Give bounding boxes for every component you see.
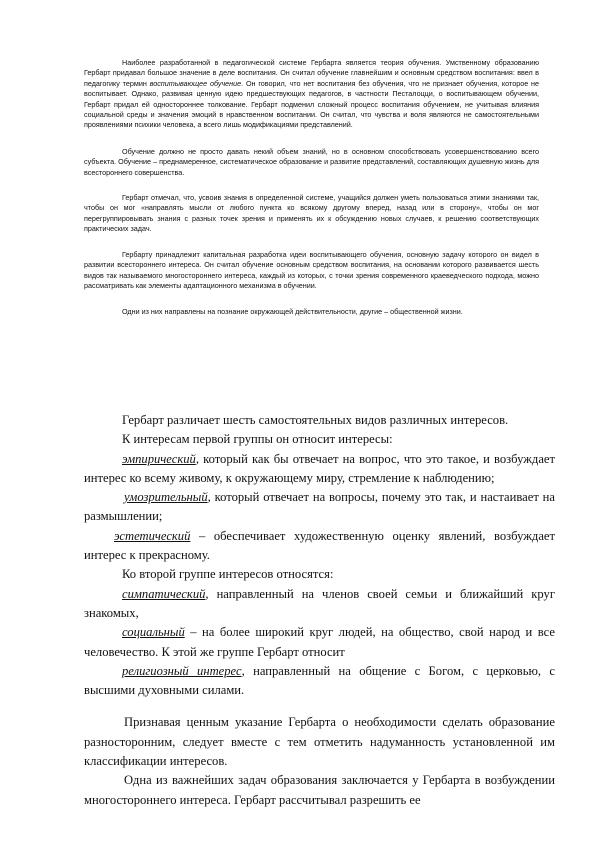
text-run: Гербарту принадлежит капитальная разработка идеи воспитывающего обучения, основную задачу которого он видел в развитии всестороннего интереса. Он считал обучение основным средством воспитания, на основании которого развивается шесть видов так называемого многостороннего интереса, каждый из которых, с точки зрения современного краеведческого подхода, можно рассматривать как элементы адаптационного механизма в обучении. [84, 249, 539, 290]
interest-term: симпатический [122, 586, 206, 601]
text-run: Одни из них направлены на познание окружающей действительности, другие – общественной жизни. [122, 307, 463, 317]
paragraph-p3 [84, 193, 539, 235]
small-text-block [84, 58, 539, 318]
interest-term: социальный [122, 625, 185, 640]
interest-term: умозрительный [124, 490, 208, 505]
text-run: , который как бы отвечает на вопрос, что это такое, и возбуждает интерес ко всему живому, к окружающему миру, стремление к наблюдению; [84, 451, 555, 485]
paragraph-gap [84, 700, 555, 713]
interest-term: эмпирический [122, 451, 196, 466]
text-run: Одна из важнейших задач образования заключается у Гербарта в возбуждении многостороннего интереса. Гербарт рассчитывал разрешить ее [84, 773, 555, 807]
paragraph-b1 [84, 411, 555, 430]
emphasis-term: воспитывающее обучение [149, 78, 242, 88]
text-run: , который отвечает на вопросы, почему это так, и настаивает на размышлении; [84, 490, 555, 524]
text-run: Обучение должно не просто давать некий объем знаний, но в основном способствовать усовершенствованию всего субъекта. Обучение – преднамеренное, систематическое образование и развитие представлений, составляющих душевную жизнь для всестороннего совершенства. [84, 146, 539, 177]
paragraph-b11 [84, 771, 555, 810]
paragraph-b2 [84, 430, 555, 449]
text-run: . Он говорил, что нет воспитания без обучения, что не признает обучения, которое не воспитывает. Однако, развивая ценную идею предшествующих педагогов, в частности Песталоцци, о воспитывающем обучении, Гербарт придал ей одностороннее толкование. Гербарт подменил сложный процесс воспитания обучением, не учитывая влияния социальной среды и значения эмоций в нравственном воспитании. Он считал, что чувства и воля являются не самостоятельными проявлениями психики человека, а всего лишь модификациями представлений. [84, 78, 539, 130]
text-run: Наиболее разработанной в педагогической системе Гербарта является теория обучения. Умственному образованию Гербарт придавал большое значение в деле воспитания. Он считал обучение главнейшим и основным средством воспитания: ввел в педагогику термин [84, 58, 539, 88]
paragraph-b5 [84, 527, 555, 566]
text-run: К интересам первой группы он относит интересы: [122, 432, 393, 447]
paragraph-b8 [84, 623, 555, 662]
paragraph-p5 [84, 307, 539, 317]
interest-term: религиозный интерес [122, 663, 242, 678]
paragraph-b6 [84, 565, 555, 584]
paragraph-b10 [84, 713, 555, 771]
text-run: , направленный на общение с Богом, с церковью, с высшими духовными силами. [84, 663, 555, 698]
paragraph-b3 [84, 450, 555, 489]
text-run: , направленный на членов своей семьи и ближайший круг знакомых, [84, 586, 555, 620]
text-run: Ко второй группе интересов относятся: [122, 567, 334, 582]
paragraph-p2 [84, 147, 539, 178]
paragraph-b4 [84, 488, 555, 527]
text-run: – на более широкий круг людей, на общество, свой народ и все человечество. К этой же группе Гербарт относит [84, 625, 555, 659]
paragraph-b9 [84, 662, 555, 701]
paragraph-p1 [84, 58, 539, 131]
text-run: Гербарт отмечал, что, усвоив знания в определенной системе, учащийся должен уметь пользоваться этими знаниями так, чтобы он мог «направлять мысли от любого пункта ко всякому другому вперед, назад или в сторону», чтобы он мог перегруппировывать знания с разных точек зрения и применять их к обсуждению новых случаев, к решению соответствующих практических задач. [84, 193, 539, 234]
paragraph-p4 [84, 250, 539, 292]
text-run: – обеспечивает художественную оценку явлений, возбуждает интерес к прекрасному. [84, 528, 555, 563]
interest-term: эстетический [114, 528, 191, 543]
main-text-block [84, 411, 555, 810]
text-run: Гербарт различает шесть самостоятельных видов различных интересов. [122, 413, 509, 427]
paragraph-b7 [84, 585, 555, 624]
text-run: Признавая ценным указание Гербарта о необходимости сделать образование разносторонним, следует вместе с тем отметить надуманность установленной им классификации интересов. [84, 715, 555, 769]
